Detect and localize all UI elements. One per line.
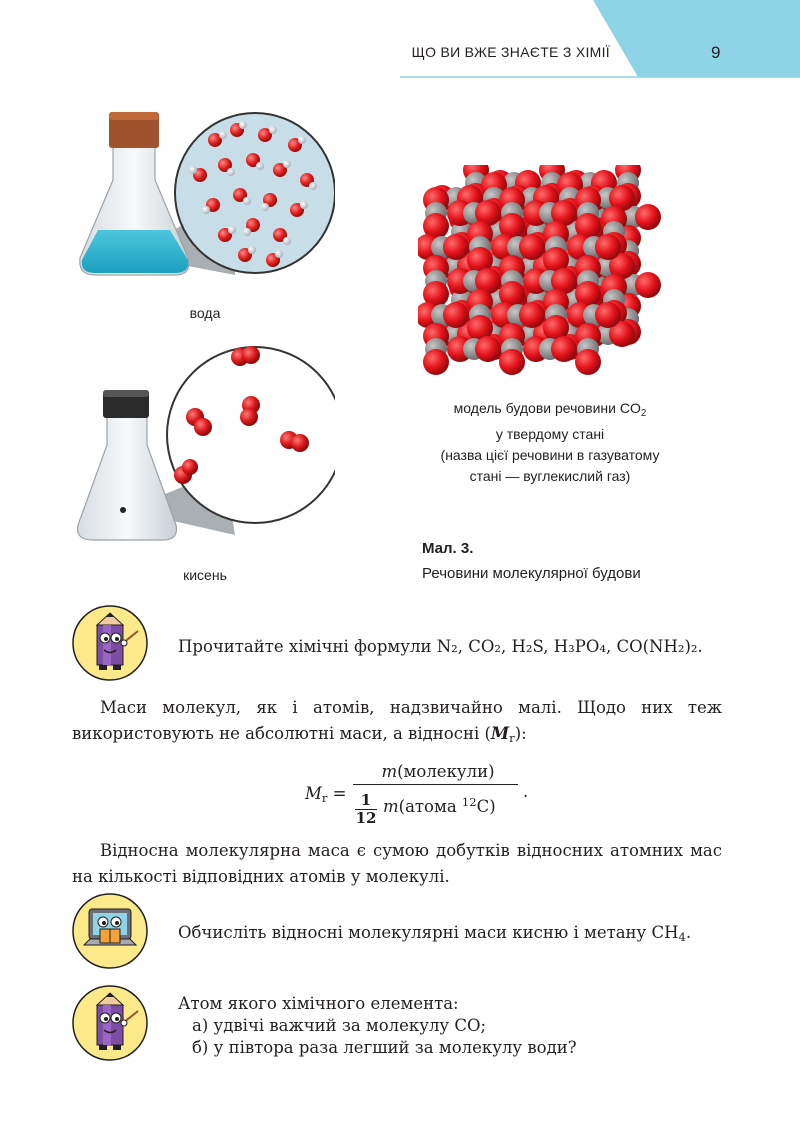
oxygen-atom [595, 302, 621, 328]
task3-line1: Атом якого хімічного елемента: [178, 994, 459, 1013]
task2-formula: CH [651, 923, 679, 942]
oxygen-atom [499, 349, 525, 375]
formula-lhs: M [305, 784, 322, 803]
co2-caption-sub: 2 [640, 408, 647, 419]
paragraph-molecular-mass: Маси молекул, як і атомів, надзвичайно малі. Щодо них теж використовують не абсолютні маси, а відносні $(M_r)$: [72, 698, 722, 745]
oxygen-atom [519, 234, 545, 260]
figure-caption: Речовини молекулярної будови [422, 565, 641, 582]
co2-caption-line4: стані — вуглекислий газ) [469, 468, 631, 484]
paragraph2-text: Відносна молекулярна маса є сумою добутків відносних атомних мас на кількості відповідних атомів у молекулі. [72, 841, 722, 886]
task2-formula-sub: 4 [678, 930, 686, 944]
formula-frac-num: 1 [360, 791, 372, 809]
task2-end: . [685, 923, 692, 942]
paragraph1-end: ): [514, 724, 527, 743]
formula-lhs-sub: r [321, 791, 328, 805]
pencil-teacher-icon [72, 985, 148, 1061]
oxygen-atom [443, 234, 469, 260]
task2-text [178, 922, 691, 948]
oxygen-atom [635, 204, 661, 230]
task3-line2: а) удвічі важчий за молекулу CO; [192, 1016, 487, 1035]
oxygen-atom [575, 349, 601, 375]
co2-solid-model [418, 165, 663, 380]
oxygen-atom [551, 336, 577, 362]
paragraph1-symbol: M [490, 724, 510, 743]
task3-line3: б) у півтора раза легший за молекулу води? [192, 1038, 577, 1057]
task1-formulas: N₂, CO₂, H₂S, H₃PO₄, CO(NH₂)₂. [436, 637, 703, 656]
header-band [0, 0, 800, 80]
oxygen-label: кисень [183, 567, 227, 583]
laptop-teacher-icon [72, 893, 148, 969]
paragraph-sum-definition [72, 838, 722, 890]
oxygen-flask-illustration [75, 335, 335, 550]
oxygen-atom [635, 272, 661, 298]
co2-caption-line2: у твердому стані [495, 426, 605, 442]
page-number: 9 [711, 43, 721, 62]
formula-fraction-bar [353, 784, 518, 785]
oxygen-atom [475, 336, 501, 362]
running-header: ЩО ВИ ВЖЕ ЗНАЄТЕ З ХІМІЇ [411, 44, 610, 60]
formula-isotope: 12 [461, 795, 477, 809]
co2-caption-line3: (назва цієї речовини в газуватому [440, 447, 660, 463]
oxygen-atom [595, 234, 621, 260]
task1-instruction: Прочитайте хімічні формули [178, 637, 432, 656]
formula-element: C) [476, 797, 496, 816]
oxygen-atom [519, 302, 545, 328]
water-flask-illustration [75, 100, 335, 295]
oxygen-atom [443, 302, 469, 328]
oxygen-atom [423, 349, 449, 375]
co2-caption-line1: модель будови речовини CO [453, 400, 641, 416]
formula-frac-den: 12 [355, 809, 377, 827]
paragraph1-text: Маси молекул, як і атомів, надзвичайно малі. Щодо них теж використовують не абсолютні маси, а відносні [72, 698, 722, 743]
co2-caption [405, 398, 695, 487]
task1-text [178, 636, 703, 658]
task3-text [178, 993, 577, 1059]
pencil-teacher-icon [72, 605, 148, 681]
water-label: вода [189, 305, 221, 321]
relative-mass-formula: $M_r$ = m(молекули) $\frac{1}{12}$ m(атома $^{12}$C) . [305, 762, 529, 827]
task2-instruction: Обчисліть відносні молекулярні маси кисню і метану [178, 923, 647, 942]
paragraph1-symbol-sub: r [509, 731, 515, 745]
figure-label: Мал. 3. [422, 540, 474, 557]
